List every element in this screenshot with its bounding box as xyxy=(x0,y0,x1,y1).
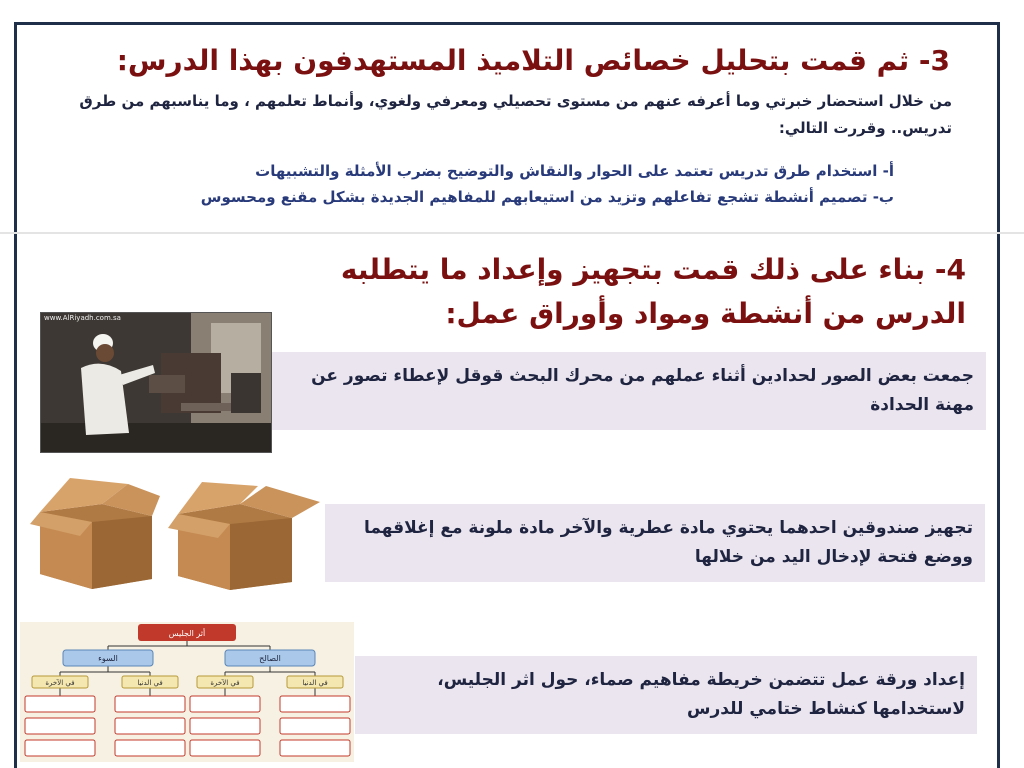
item2-box xyxy=(325,504,985,582)
concept-blank-box xyxy=(25,718,95,734)
item3-box xyxy=(355,656,977,734)
concept-leaf-label: في الآخرة xyxy=(45,679,75,687)
concept-blank-box xyxy=(280,718,350,734)
item3-text: إعداد ورقة عمل تتضمن خريطة مفاهيم صماء، حول اثر الجليس، لاستخدامها كنشاط ختامي للدرس xyxy=(437,670,965,719)
section3-title: 3- ثم قمت بتحليل خصائص التلاميذ المستهدفون بهذا الدرس: xyxy=(116,44,950,77)
section3-points xyxy=(94,158,894,210)
concept-root-label: أثر الجليس xyxy=(168,629,206,638)
concept-blank-box xyxy=(25,696,95,712)
section4-title: 4- بناء على ذلك قمت بتجهيز وإعداد ما يتطلبه الدرس من أنشطة ومواد وأوراق عمل: xyxy=(340,253,966,330)
concept-right-label: الصالح xyxy=(259,654,281,663)
concept-blank-box xyxy=(25,740,95,756)
point-a: أ- استخدام طرق تدريس تعتمد على الحوار والنقاش والتوضيح بضرب الأمثلة والتشبيهات xyxy=(255,162,894,180)
concept-map-image xyxy=(20,622,354,762)
item1-box xyxy=(272,352,986,430)
concept-blank-box xyxy=(190,718,260,734)
concept-leaf-label: في الآخرة xyxy=(210,679,240,687)
concept-blank-box xyxy=(190,696,260,712)
point-b: ب- تصميم أنشطة تشجع تفاعلهم وتزيد من استيعابهم للمفاهيم الجديدة بشكل مقنع ومحسوس xyxy=(200,188,894,206)
item2-text: تجهيز صندوقين احدهما يحتوي مادة عطرية والآخر مادة ملونة مع إغلاقهما ووضع فتحة لإدخال اليد من خلالها xyxy=(363,518,973,567)
blacksmith-illustration xyxy=(41,313,272,453)
concept-leaf-label: في الدنيا xyxy=(137,679,163,687)
item1-text: جمعت بعض الصور لحدادين أثناء عملهم من محرك البحث قوقل لإعطاء تصور عن مهنة الحدادة xyxy=(311,366,974,415)
cardboard-box-left xyxy=(30,478,160,589)
concept-blank-box xyxy=(280,740,350,756)
concept-blank-box xyxy=(190,740,260,756)
concept-left-label: السوء xyxy=(98,654,118,663)
concept-blank-box xyxy=(280,696,350,712)
concept-blank-box xyxy=(115,740,185,756)
section-divider xyxy=(0,232,1024,234)
section3-intro: من خلال استحضار خبرتي وما أعرفه عنهم من مستوى تحصيلي ومعرفي ولغوي، وأنماط تعلمهم ، وما يناسبهم من طرق تدريس.. وقررت التالي: xyxy=(79,92,952,137)
concept-blank-box xyxy=(115,718,185,734)
cardboard-box-right xyxy=(168,482,320,590)
photo-watermark: www.AlRiyadh.com.sa xyxy=(44,314,121,322)
concept-blank-box xyxy=(115,696,185,712)
cardboard-boxes-image xyxy=(30,474,322,590)
concept-leaf-label: في الدنيا xyxy=(302,679,328,687)
blacksmith-photo xyxy=(40,312,272,453)
